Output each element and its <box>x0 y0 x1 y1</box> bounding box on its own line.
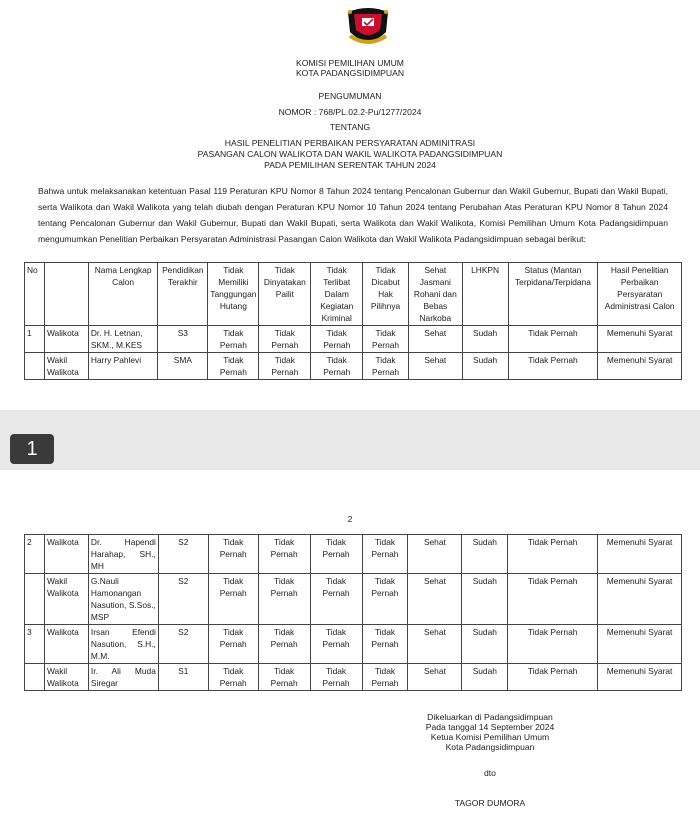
cell-hak-pilih: Tidak Pernah <box>362 574 408 625</box>
cell-nama: Irsan Efendi Nasution, S.H., M.M. <box>88 625 158 664</box>
cell-hasil: Memenuhi Syarat <box>598 664 682 691</box>
cell-sehat: Sehat <box>408 535 462 574</box>
cell-sehat: Sehat <box>408 574 462 625</box>
kpu-emblem-icon <box>344 6 392 48</box>
cell-pendidikan: S2 <box>158 574 208 625</box>
cell-lhkpn: Sudah <box>462 625 508 664</box>
cell-no: 2 <box>25 535 45 574</box>
cell-pendidikan: SMA <box>158 353 208 380</box>
cell-status: Tidak Pernah <box>508 353 598 380</box>
cell-hutang: Tidak Pernah <box>208 326 259 353</box>
cell-nama: G.Nauli Hamonangan Nasution, S.Sos., MSP <box>88 574 158 625</box>
col-hasil: Hasil Penelitian Perbaikan Persyaratan Administrasi Calon <box>598 263 682 326</box>
col-hak-pilih: Tidak Dicabut Hak Pilihnya <box>363 263 409 326</box>
cell-jabatan: Walikota <box>44 535 88 574</box>
cell-no: 3 <box>25 625 45 664</box>
cell-lhkpn: Sudah <box>462 326 508 353</box>
cell-pailit: Tidak Pernah <box>258 664 310 691</box>
page-indicator-badge[interactable]: 1 <box>10 434 54 464</box>
cell-kriminal: Tidak Pernah <box>310 574 362 625</box>
table-row <box>25 625 682 664</box>
cell-jabatan: Wakil Walikota <box>44 574 88 625</box>
cell-jabatan: Walikota <box>44 625 88 664</box>
cell-sehat: Sehat <box>408 353 462 380</box>
cell-lhkpn: Sudah <box>462 664 508 691</box>
col-nama: Nama Lengkap Calon <box>88 263 158 326</box>
cell-status: Tidak Pernah <box>508 664 598 691</box>
cell-hutang: Tidak Pernah <box>208 625 258 664</box>
cell-kriminal: Tidak Pernah <box>311 353 363 380</box>
cell-nama: Dr. Hapendi Harahap, SH., MH <box>88 535 158 574</box>
signed-note: dto <box>484 768 496 778</box>
cell-jabatan: Wakil Walikota <box>44 664 88 691</box>
candidate-table-page1 <box>24 262 682 380</box>
cell-nama: Ir. Ali Muda Siregar <box>88 664 158 691</box>
cell-hak-pilih: Tidak Pernah <box>362 535 408 574</box>
cell-status: Tidak Pernah <box>508 326 598 353</box>
col-jabatan <box>44 263 88 326</box>
doc-number: NOMOR : 768/PL.02.2-Pu/1277/2024 <box>278 107 422 117</box>
cell-pailit: Tidak Pernah <box>258 574 310 625</box>
cell-kriminal: Tidak Pernah <box>310 664 362 691</box>
cell-pendidikan: S1 <box>158 664 208 691</box>
cell-sehat: Sehat <box>408 326 462 353</box>
cell-pendidikan: S2 <box>158 535 208 574</box>
cell-hasil: Memenuhi Syarat <box>598 326 682 353</box>
issued-place: Dikeluarkan di Padangsidimpuan <box>427 712 553 722</box>
cell-no <box>25 574 45 625</box>
cell-kriminal: Tidak Pernah <box>310 535 362 574</box>
signatory-name: TAGOR DUMORA <box>454 798 526 808</box>
cell-hak-pilih: Tidak Pernah <box>362 625 408 664</box>
table-row <box>25 664 682 691</box>
cell-hutang: Tidak Pernah <box>208 353 259 380</box>
cell-pailit: Tidak Pernah <box>258 625 310 664</box>
org-name-line2: KOTA PADANGSIDIMPUAN <box>295 68 405 78</box>
page-gap <box>0 410 700 470</box>
cell-hak-pilih: Tidak Pernah <box>362 664 408 691</box>
col-status: Status (Mantan Terpidana/Terpidana <box>508 263 598 326</box>
table-header-row <box>25 263 682 326</box>
doc-type: PENGUMUMAN <box>318 91 382 101</box>
cell-hutang: Tidak Pernah <box>208 664 258 691</box>
cell-nama: Dr. H. Letnan, SKM., M.KES <box>88 326 158 353</box>
cell-hak-pilih: Tidak Pernah <box>363 353 409 380</box>
cell-status: Tidak Pernah <box>508 574 598 625</box>
cell-hak-pilih: Tidak Pernah <box>363 326 409 353</box>
issued-date: Pada tanggal 14 September 2024 <box>425 722 555 732</box>
candidate-table-page2 <box>24 534 682 691</box>
cell-jabatan: Walikota <box>44 326 88 353</box>
cell-pailit: Tidak Pernah <box>259 326 311 353</box>
cell-status: Tidak Pernah <box>508 535 598 574</box>
cell-status: Tidak Pernah <box>508 625 598 664</box>
cell-hutang: Tidak Pernah <box>208 535 258 574</box>
col-kriminal: Tidak Terlibat Dalam Kegiatan Kriminal <box>311 263 363 326</box>
cell-jabatan: Wakil Walikota <box>44 353 88 380</box>
cell-pendidikan: S2 <box>158 625 208 664</box>
cell-kriminal: Tidak Pernah <box>310 625 362 664</box>
cell-hutang: Tidak Pernah <box>208 574 258 625</box>
cell-sehat: Sehat <box>408 664 462 691</box>
doc-title-line3: PADA PEMILIHAN SERENTAK TAHUN 2024 <box>264 160 436 170</box>
intro-paragraph: Bahwa untuk melaksanakan ketentuan Pasal 119 Peraturan KPU Nomor 8 Tahun 2024 tentang Pencalonan Gubernur dan Wakil Gubernur, Bupati dan Wakil Bupati, serta Walikota dan Wakil Walikota yang telah diubah dengan Peraturan KPU Nomor 10 Tahun 2024 tentang Perubahan Atas Peraturan KPU Nomor 8 Tahun 2024 tentang Pencalonan Gubernur dan Wakil Gubernur, Bupati dan Wakil Bupati, serta Walikota dan Wakil Walikota, Komisi Pemilihan Umum Kota Padangsidimpuan mengumumkan Penelitian Perbaikan Persyaratan Administrasi Pasangan Calon Walikota dan Wakil Walikota Padangsidimpuan sebagai berikut: <box>38 186 668 244</box>
table-row <box>25 326 682 353</box>
cell-pailit: Tidak Pernah <box>258 535 310 574</box>
org-name-line1: KOMISI PEMILIHAN UMUM <box>296 58 404 68</box>
cell-lhkpn: Sudah <box>462 353 508 380</box>
cell-hasil: Memenuhi Syarat <box>598 625 682 664</box>
cell-no: 1 <box>25 326 45 353</box>
cell-pailit: Tidak Pernah <box>259 353 311 380</box>
cell-kriminal: Tidak Pernah <box>311 326 363 353</box>
table-row <box>25 535 682 574</box>
col-pendidikan: Pendidikan Terakhir <box>158 263 208 326</box>
cell-lhkpn: Sudah <box>462 574 508 625</box>
cell-lhkpn: Sudah <box>462 535 508 574</box>
cell-sehat: Sehat <box>408 625 462 664</box>
col-sehat: Sehat Jasmani Rohani dan Bebas Narkoba <box>408 263 462 326</box>
cell-pendidikan: S3 <box>158 326 208 353</box>
table-row <box>25 353 682 380</box>
col-hutang: Tidak Memiliki Tanggungan Hutang <box>208 263 259 326</box>
cell-no <box>25 664 45 691</box>
table-row <box>25 574 682 625</box>
signer-role-line2: Kota Padangsidimpuan <box>445 742 535 752</box>
page-number: 2 <box>347 514 353 524</box>
col-lhkpn: LHKPN <box>462 263 508 326</box>
cell-hasil: Memenuhi Syarat <box>598 574 682 625</box>
cell-hasil: Memenuhi Syarat <box>598 353 682 380</box>
doc-title-line2: PASANGAN CALON WALIKOTA DAN WAKIL WALIKOTA PADANGSIDIMPUAN <box>197 149 503 159</box>
cell-hasil: Memenuhi Syarat <box>598 535 682 574</box>
doc-about: TENTANG <box>329 122 371 132</box>
col-no: No <box>25 263 45 326</box>
doc-title-line1: HASIL PENELITIAN PERBAIKAN PERSYARATAN ADMINITRASI <box>224 138 476 148</box>
cell-nama: Harry Pahlevi <box>88 353 158 380</box>
signer-role-line1: Ketua Komisi Pemilihan Umum <box>430 732 550 742</box>
cell-no <box>25 353 45 380</box>
col-pailit: Tidak Dinyatakan Pailit <box>259 263 311 326</box>
